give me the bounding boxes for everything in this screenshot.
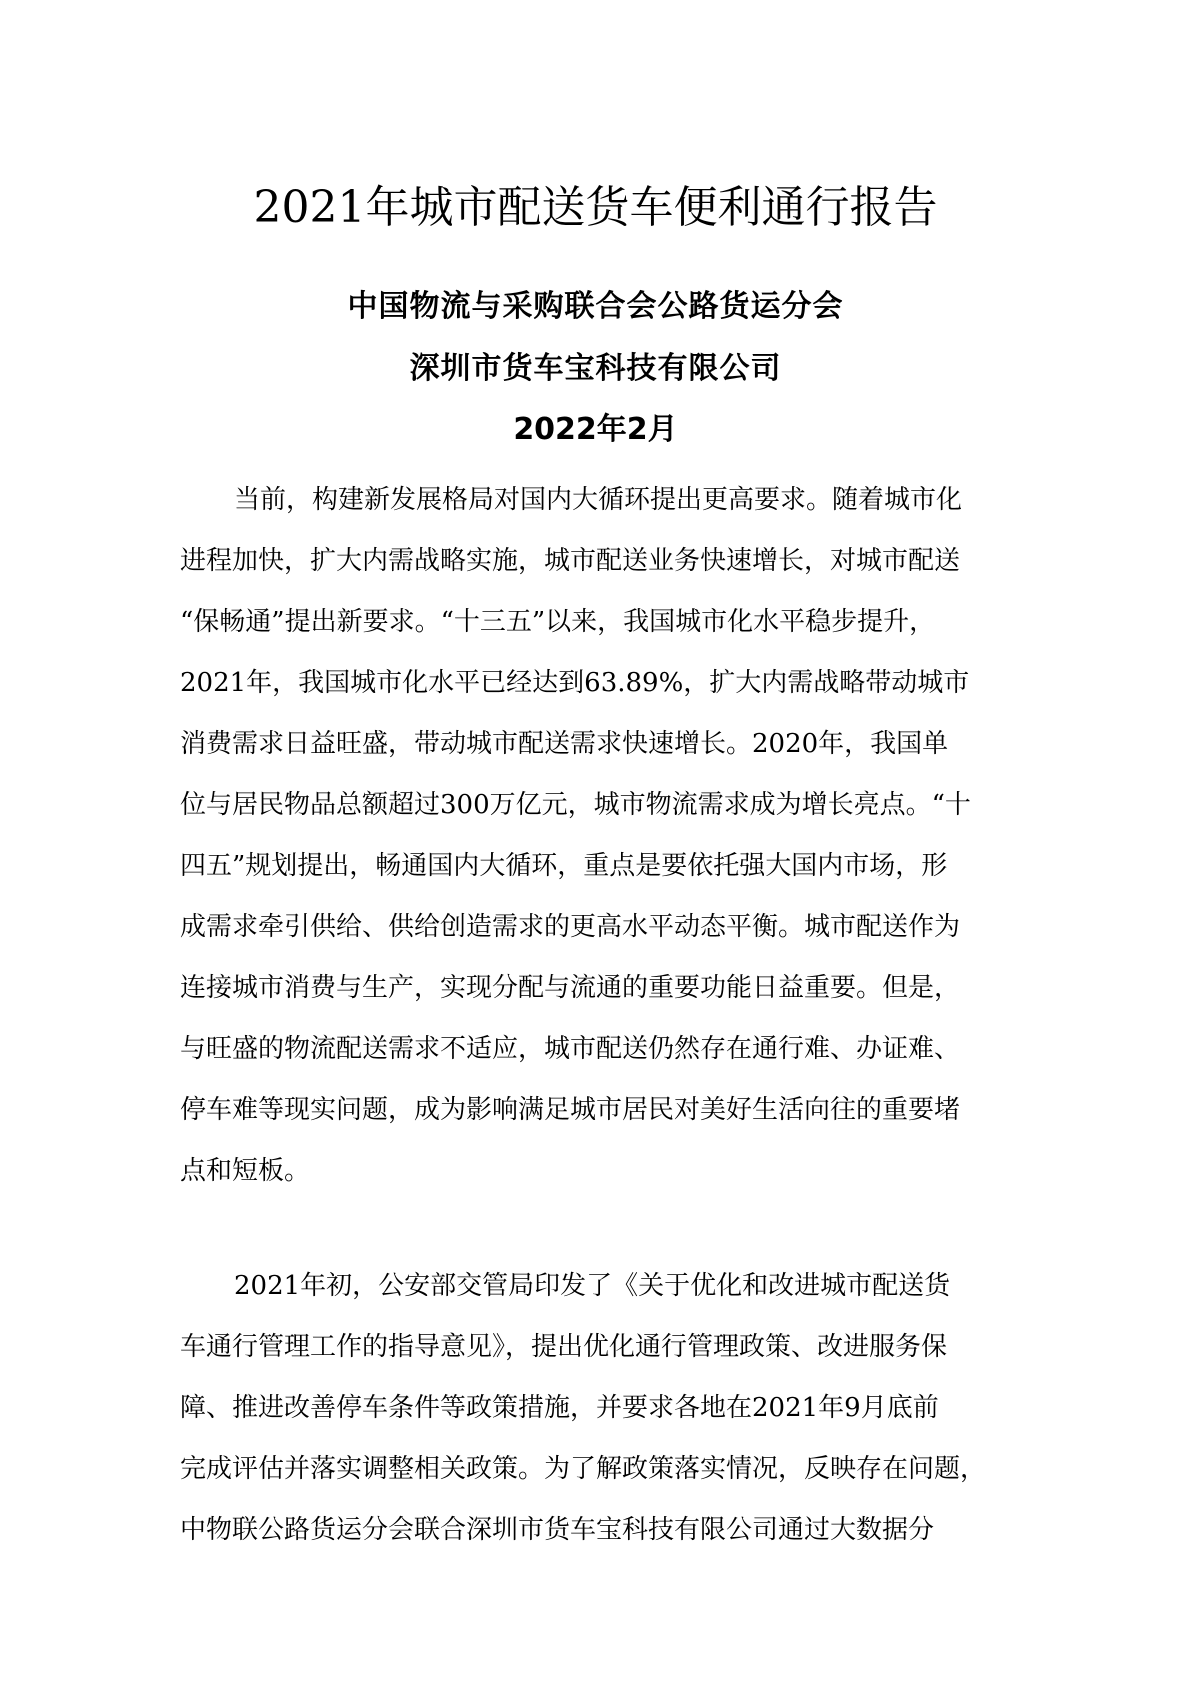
paragraph-line: 停车难等现实问题，成为影响满足城市居民对美好生活向往的重要堵 [180,1095,961,1125]
paragraph-line: 2021年，我国城市化水平已经达到63.89%，扩大内需战略带动城市 [180,668,970,698]
body-paragraph-1 [180,470,1015,1202]
paragraph-line: 当前，构建新发展格局对国内大循环提出更高要求。随着城市化 [234,485,963,515]
paragraph-line: 车通行管理工作的指导意见》，提出优化通行管理政策、改进服务保 [180,1332,948,1362]
paragraph-line: 与旺盛的物流配送需求不适应，城市配送仍然存在通行难、办证难、 [180,1034,961,1064]
paragraph-line: 完成评估并落实调整相关政策。为了解政策落实情况，反映存在问题， [180,1454,987,1484]
body-paragraph-2 [180,1256,1015,1561]
paragraph-line: “保畅通”提出新要求。“十三五”以来，我国城市化水平稳步提升， [180,607,936,637]
paragraph-line: 障、推进改善停车条件等政策措施，并要求各地在2021年9月底前 [180,1393,939,1423]
paragraph-line: 中物联公路货运分会联合深圳市货车宝科技有限公司通过大数据分 [180,1515,935,1545]
document-title: 2021年城市配送货车便利通行报告 [253,182,938,233]
paragraph-line: 消费需求日益旺盛，带动城市配送需求快速增长。2020年，我国单 [180,729,949,759]
publication-date: 2022年2月 [513,412,678,447]
paragraph-line: 连接城市消费与生产，实现分配与流通的重要功能日益重要。但是， [180,973,961,1003]
author-organization-2: 深圳市货车宝科技有限公司 [409,351,782,386]
paragraph-line: 2021年初，公安部交管局印发了《关于优化和改进城市配送货 [234,1271,951,1301]
paragraph-line: 成需求牵引供给、供给创造需求的更高水平动态平衡。城市配送作为 [180,912,961,942]
paragraph-line: 位与居民物品总额超过300万亿元，城市物流需求成为增长亮点。“十 [180,790,971,820]
paragraph-line: 四五”规划提出，畅通国内大循环，重点是要依托强大国内市场，形 [180,851,948,881]
paragraph-line: 进程加快，扩大内需战略实施，城市配送业务快速增长，对城市配送 [180,546,961,576]
author-organization-1: 中国物流与采购联合会公路货运分会 [347,289,844,324]
paragraph-line: 点和短板。 [180,1156,311,1186]
